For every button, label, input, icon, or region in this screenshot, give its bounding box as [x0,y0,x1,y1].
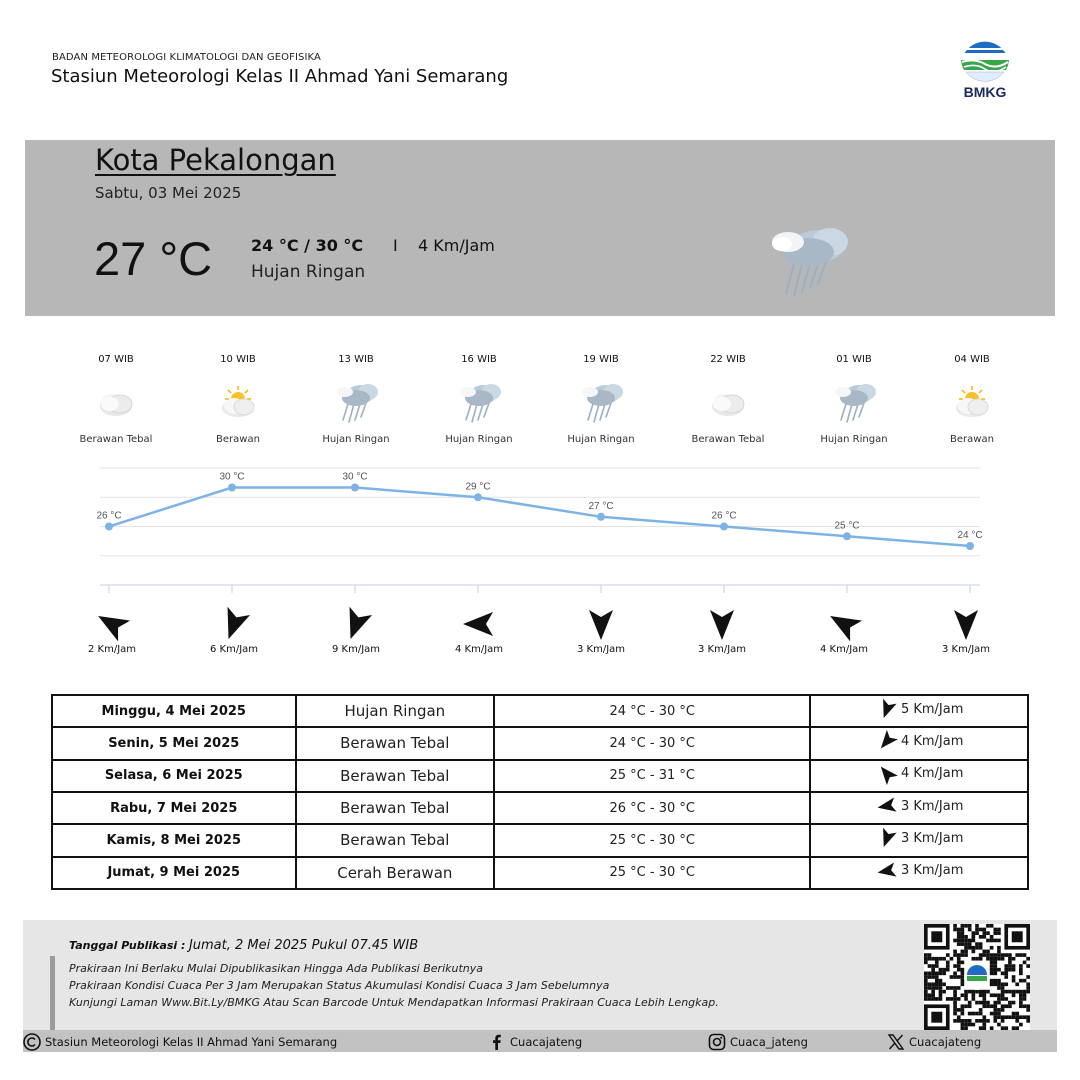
temperature-label: 26 °C [96,510,122,522]
hourly-condition: Hujan Ringan [322,434,390,445]
wind-direction-icon [875,729,899,753]
temperature-label: 30 °C [342,471,368,483]
hourly-column [291,352,421,445]
daily-condition: Berawan Tebal [296,824,495,856]
hourly-wind-speed: 9 Km/Jam [331,644,381,655]
daily-wind-cell [810,824,1028,856]
temperature-label: 30 °C [219,471,245,483]
footer-accent-bar [50,956,55,1030]
footer-panel [23,920,1057,1030]
daily-forecast-table [51,694,1029,890]
separator: I [393,236,398,255]
current-wind-speed: 4 Km/Jam [418,236,495,255]
daily-day: Selasa, 6 Mei 2025 [52,760,296,792]
instagram-icon [708,1033,726,1051]
wind-direction-icon [946,604,986,644]
temperature-label: 25 °C [834,520,860,532]
hourly-wind-speed: 4 Km/Jam [819,644,869,655]
hourly-wind-speed: 6 Km/Jam [209,644,259,655]
bmkg-logo [952,34,1018,104]
agency-name: BADAN METEOROLOGI KLIMATOLOGI DAN GEOFISIKA [52,52,321,63]
daily-temperature: 26 °C - 30 °C [494,792,810,824]
wind-direction-icon [875,826,899,850]
daily-day: Minggu, 4 Mei 2025 [52,695,296,727]
x-link[interactable] [887,1033,981,1051]
x-icon [887,1033,905,1051]
instagram-handle: Cuaca_jateng [730,1035,808,1049]
daily-condition: Berawan Tebal [296,792,495,824]
station-name: Stasiun Meteorologi Kelas II Ahmad Yani Semarang [51,66,509,87]
hourly-time: 13 WIB [338,354,374,365]
daily-wind-speed: 5 Km/Jam [900,701,964,717]
cloud-icon [94,380,138,424]
daily-wind-cell [810,760,1028,792]
hourly-time: 01 WIB [836,354,872,365]
daily-day: Kamis, 8 Mei 2025 [52,824,296,856]
rain-cloud-icon [334,380,378,424]
footer-note: Kunjungi Laman Www.Bit.Ly/BMKG Atau Scan Barcode Untuk Mendapatkan Informasi Prakiraan Cuaca Lebih Lengkap. [69,996,719,1009]
daily-condition: Hujan Ringan [296,695,495,727]
hourly-condition: Hujan Ringan [567,434,635,445]
daily-day: Rabu, 7 Mei 2025 [52,792,296,824]
copyright-icon [23,1033,41,1051]
daily-wind-cell [810,727,1028,759]
wind-direction-icon [459,604,499,644]
rain-cloud-icon [832,380,876,424]
daily-temperature: 25 °C - 30 °C [494,824,810,856]
hourly-wind-speed: 2 Km/Jam [87,644,137,655]
footer-note: Prakiraan Ini Berlaku Mulai Dipublikasikan Hingga Ada Publikasi Berikutnya [69,962,484,975]
daily-day: Jumat, 9 Mei 2025 [52,857,296,889]
hourly-condition: Berawan [950,434,994,445]
copyright-text: Stasiun Meteorologi Kelas II Ahmad Yani Semarang [45,1035,338,1049]
temperature-label: 24 °C [957,530,983,541]
daily-condition: Cerah Berawan [296,857,495,889]
hourly-time: 16 WIB [461,354,497,365]
daily-wind-cell [810,695,1028,727]
wind-direction-icon [875,859,899,883]
facebook-link[interactable] [488,1033,582,1051]
daily-wind-speed: 4 Km/Jam [900,766,964,782]
wind-direction-icon [92,604,132,644]
x-handle: Cuacajateng [909,1035,982,1049]
footer-note: Prakiraan Kondisi Cuaca Per 3 Jam Merupakan Status Akumulasi Kondisi Cuaca 3 Jam Sebelumnya [69,979,610,992]
hourly-column [907,352,1037,445]
hourly-wind-speed: 3 Km/Jam [576,644,626,655]
temperature-series-line [109,488,970,547]
temperature-point [597,513,605,521]
daily-wind-speed: 3 Km/Jam [900,798,964,814]
wind-direction-icon [702,604,742,644]
current-date: Sabtu, 03 Mei 2025 [95,184,242,202]
hourly-condition: Hujan Ringan [820,434,888,445]
daily-wind-speed: 4 Km/Jam [900,733,964,749]
temperature-point [105,523,113,531]
temperature-point [966,542,974,550]
temperature-point [474,493,482,501]
wind-direction-icon [336,604,376,644]
daily-condition: Berawan Tebal [296,727,495,759]
hourly-condition: Berawan [216,434,260,445]
wind-direction-icon [581,604,621,644]
daily-row [52,727,1028,759]
temperature-point [843,532,851,540]
hourly-column [173,352,303,445]
min-max-temperature: 24 °C / 30 °C [251,236,364,255]
current-temperature: 27 °C [94,232,213,285]
rain-cloud-icon [579,380,623,424]
hourly-wind [296,604,416,655]
instagram-link[interactable] [708,1033,808,1051]
wind-direction-icon [214,604,254,644]
daily-row [52,695,1028,727]
current-condition: Hujan Ringan [251,262,366,282]
daily-wind-cell [810,857,1028,889]
hourly-column [789,352,919,445]
daily-wind-speed: 3 Km/Jam [900,830,964,846]
temperature-line-chart [0,455,1080,600]
facebook-handle: Cuacajateng [510,1035,583,1049]
bmkg-logo-text: BMKG [963,84,1007,100]
daily-temperature: 24 °C - 30 °C [494,727,810,759]
temperature-label: 26 °C [711,510,737,522]
publication-date [69,938,418,953]
hourly-condition: Hujan Ringan [445,434,513,445]
hourly-column [663,352,793,445]
qr-code[interactable] [924,924,1030,1030]
publication-value: Jumat, 2 Mei 2025 Pukul 07.45 WIB [188,938,419,953]
daily-row [52,857,1028,889]
sun-cloud-icon [950,380,994,424]
hourly-wind-speed: 3 Km/Jam [697,644,747,655]
daily-row [52,792,1028,824]
temperature-point [351,484,359,492]
hourly-wind-speed: 3 Km/Jam [941,644,991,655]
temperature-point [720,523,728,531]
daily-temperature: 24 °C - 30 °C [494,695,810,727]
hourly-wind [541,604,661,655]
hourly-time: 19 WIB [583,354,619,365]
hourly-condition: Berawan Tebal [691,434,765,445]
hourly-wind-speed: 4 Km/Jam [454,644,504,655]
hourly-condition: Berawan Tebal [79,434,153,445]
hourly-wind [419,604,539,655]
hourly-wind [52,604,172,655]
copyright-item [23,1033,337,1051]
rain-cloud-icon [768,222,854,302]
daily-day: Senin, 5 Mei 2025 [52,727,296,759]
wind-direction-icon [875,762,899,786]
daily-temperature: 25 °C - 30 °C [494,857,810,889]
hourly-time: 10 WIB [220,354,256,365]
city-name: Kota Pekalongan [95,143,336,177]
wind-direction-icon [875,697,899,721]
daily-condition: Berawan Tebal [296,760,495,792]
temperature-label: 27 °C [588,500,614,512]
publication-label: Tanggal Publikasi : [69,939,186,952]
daily-wind-cell [810,792,1028,824]
rain-cloud-icon [457,380,501,424]
hourly-time: 22 WIB [710,354,746,365]
daily-row [52,760,1028,792]
temperature-label: 29 °C [465,481,491,493]
hourly-wind [906,604,1026,655]
hourly-time: 07 WIB [98,354,134,365]
daily-wind-speed: 3 Km/Jam [900,863,964,879]
daily-row [52,824,1028,856]
hourly-column [414,352,544,445]
hourly-wind [174,604,294,655]
hourly-time: 04 WIB [954,354,990,365]
sun-cloud-icon [216,380,260,424]
daily-temperature: 25 °C - 31 °C [494,760,810,792]
wind-direction-icon [824,604,864,644]
facebook-icon [488,1033,506,1051]
temperature-point [228,484,236,492]
hourly-wind [662,604,782,655]
wind-direction-icon [875,794,899,818]
hourly-column [536,352,666,445]
cloud-icon [706,380,750,424]
hourly-column [51,352,181,445]
hourly-wind [784,604,904,655]
